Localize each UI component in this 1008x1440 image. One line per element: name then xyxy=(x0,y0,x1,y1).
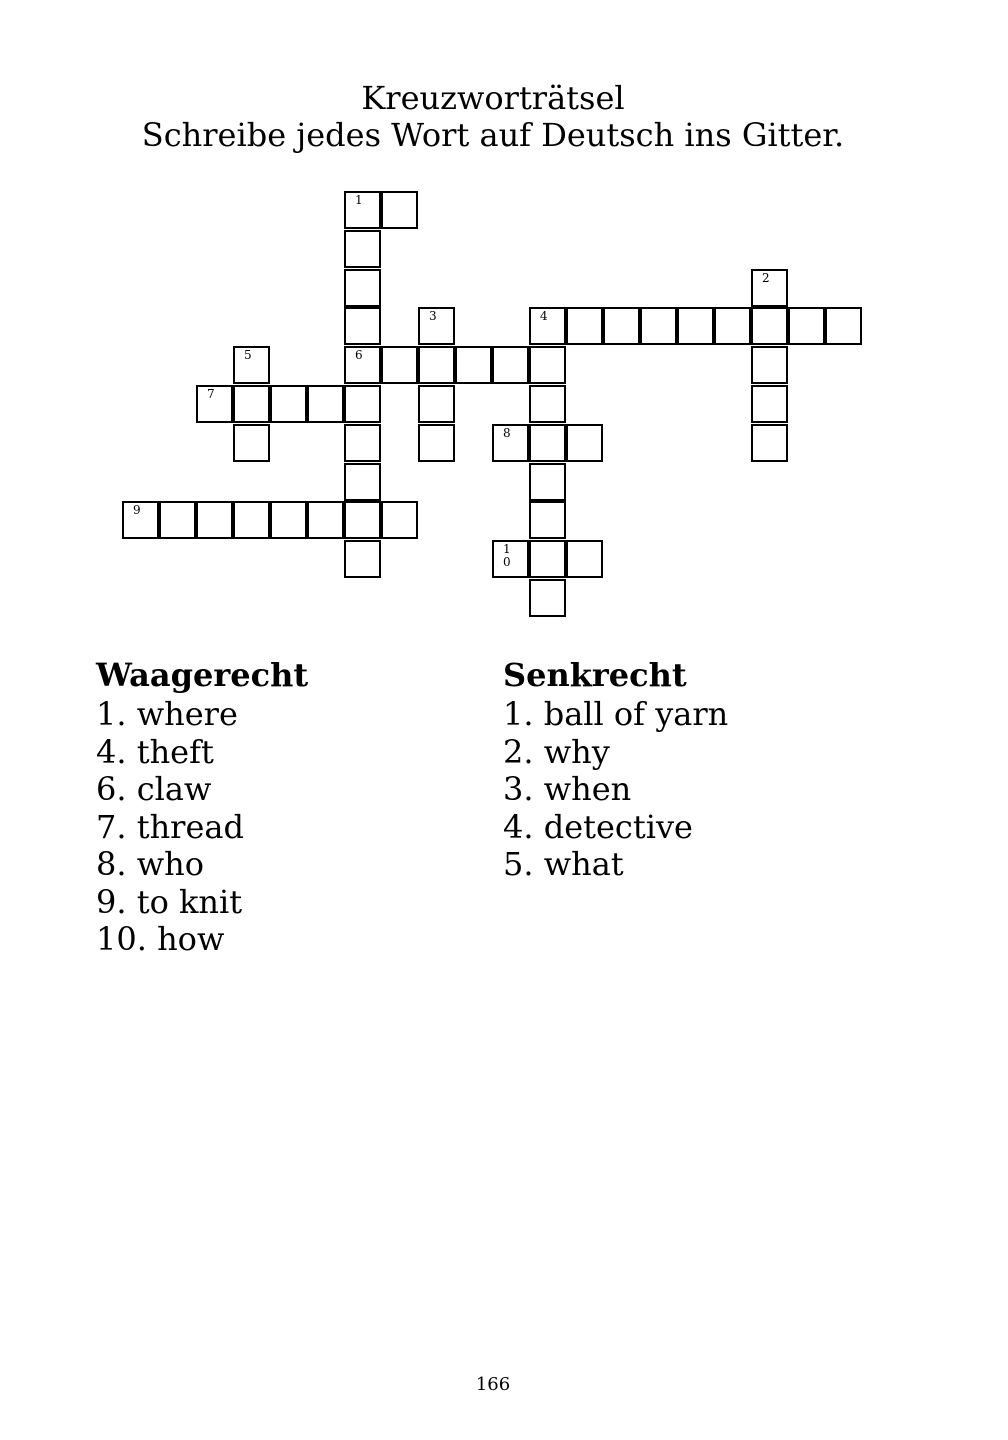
crossword-cell[interactable] xyxy=(751,269,788,307)
crossword-cell[interactable] xyxy=(233,424,270,462)
down-clue: 3. when xyxy=(503,770,632,808)
crossword-cell[interactable] xyxy=(751,385,788,423)
crossword-cell[interactable] xyxy=(529,501,566,539)
crossword-cell[interactable] xyxy=(159,501,196,539)
crossword-cell[interactable] xyxy=(529,463,566,501)
across-clue: 9. to knit xyxy=(96,882,243,921)
across-clue: 6. claw xyxy=(96,770,212,808)
clue-number: 1 xyxy=(355,193,363,207)
crossword-cell[interactable] xyxy=(825,307,862,345)
crossword-cell[interactable] xyxy=(566,424,603,462)
crossword-cell[interactable] xyxy=(344,307,381,345)
crossword-cell[interactable] xyxy=(529,385,566,423)
crossword-cell[interactable] xyxy=(344,346,381,384)
crossword-cell[interactable] xyxy=(492,424,529,462)
crossword-cell[interactable] xyxy=(344,269,381,307)
crossword-cell[interactable] xyxy=(344,424,381,462)
crossword-cell[interactable] xyxy=(381,191,418,229)
crossword-cell[interactable] xyxy=(270,385,307,423)
crossword-cell[interactable] xyxy=(381,501,418,539)
down-clues xyxy=(503,654,728,884)
clue-number: 6 xyxy=(355,348,363,362)
down-clue: 2. why xyxy=(503,732,610,771)
clue-number: 10 xyxy=(503,542,511,569)
crossword-cell[interactable] xyxy=(344,540,381,578)
crossword-cell[interactable] xyxy=(196,501,233,539)
crossword-cell[interactable] xyxy=(566,307,603,345)
crossword-cell[interactable] xyxy=(196,385,233,423)
crossword-cell[interactable] xyxy=(270,501,307,539)
crossword-cell[interactable] xyxy=(307,385,344,423)
down-heading: Senkrecht xyxy=(503,656,687,694)
crossword-cell[interactable] xyxy=(529,424,566,462)
crossword-cell[interactable] xyxy=(529,346,566,384)
crossword-cell[interactable] xyxy=(418,346,455,384)
clue-number: 8 xyxy=(503,426,511,440)
across-clue: 10. how xyxy=(96,920,225,958)
crossword-cell[interactable] xyxy=(529,540,566,578)
crossword-cell[interactable] xyxy=(418,424,455,462)
across-clue: 7. thread xyxy=(96,807,244,846)
crossword-cell[interactable] xyxy=(344,230,381,268)
crossword-cell[interactable] xyxy=(344,385,381,423)
crossword-cell[interactable] xyxy=(418,307,455,345)
crossword-cell[interactable] xyxy=(566,540,603,578)
clue-number: 7 xyxy=(207,387,215,401)
crossword-cell[interactable] xyxy=(751,307,788,345)
across-clue: 1. where xyxy=(96,695,238,733)
crossword-cell[interactable] xyxy=(344,501,381,539)
crossword-cell[interactable] xyxy=(677,307,714,345)
crossword-cell[interactable] xyxy=(640,307,677,345)
puzzle-instructions: Schreibe jedes Wort auf Deutsch ins Gitter. xyxy=(141,116,845,154)
clue-number: 3 xyxy=(429,309,437,323)
across-clue: 4. theft xyxy=(96,732,214,771)
across-clue-list xyxy=(96,696,308,959)
crossword-cell[interactable] xyxy=(344,463,381,501)
clue-number: 2 xyxy=(762,271,770,285)
crossword-cell[interactable] xyxy=(344,191,381,229)
page-number: 166 xyxy=(475,1374,511,1395)
across-heading: Waagerecht xyxy=(96,656,309,694)
crossword-cell[interactable] xyxy=(714,307,751,345)
crossword-cell[interactable] xyxy=(381,346,418,384)
down-clue-list xyxy=(503,696,728,884)
down-clue: 5. what xyxy=(503,845,624,883)
crossword-cell[interactable] xyxy=(418,385,455,423)
crossword-grid xyxy=(0,0,1008,640)
crossword-cell[interactable] xyxy=(751,424,788,462)
clue-number: 9 xyxy=(133,503,141,517)
crossword-cell[interactable] xyxy=(455,346,492,384)
crossword-cell[interactable] xyxy=(307,501,344,539)
down-clue: 4. detective xyxy=(503,807,693,846)
down-clue: 1. ball of yarn xyxy=(503,695,729,733)
crossword-cell[interactable] xyxy=(788,307,825,345)
clue-number: 4 xyxy=(540,309,548,323)
across-clues xyxy=(96,654,308,959)
crossword-cell[interactable] xyxy=(751,346,788,384)
crossword-cell[interactable] xyxy=(492,540,529,578)
across-clue: 8. who xyxy=(96,845,204,883)
crossword-cell[interactable] xyxy=(529,579,566,617)
crossword-cell[interactable] xyxy=(233,501,270,539)
crossword-cell[interactable] xyxy=(492,346,529,384)
crossword-cell[interactable] xyxy=(122,501,159,539)
crossword-cell[interactable] xyxy=(529,307,566,345)
crossword-cell[interactable] xyxy=(233,346,270,384)
crossword-cell[interactable] xyxy=(233,385,270,423)
crossword-cell[interactable] xyxy=(603,307,640,345)
puzzle-title: Kreuzworträtsel xyxy=(361,79,625,117)
clue-number: 5 xyxy=(244,348,252,362)
